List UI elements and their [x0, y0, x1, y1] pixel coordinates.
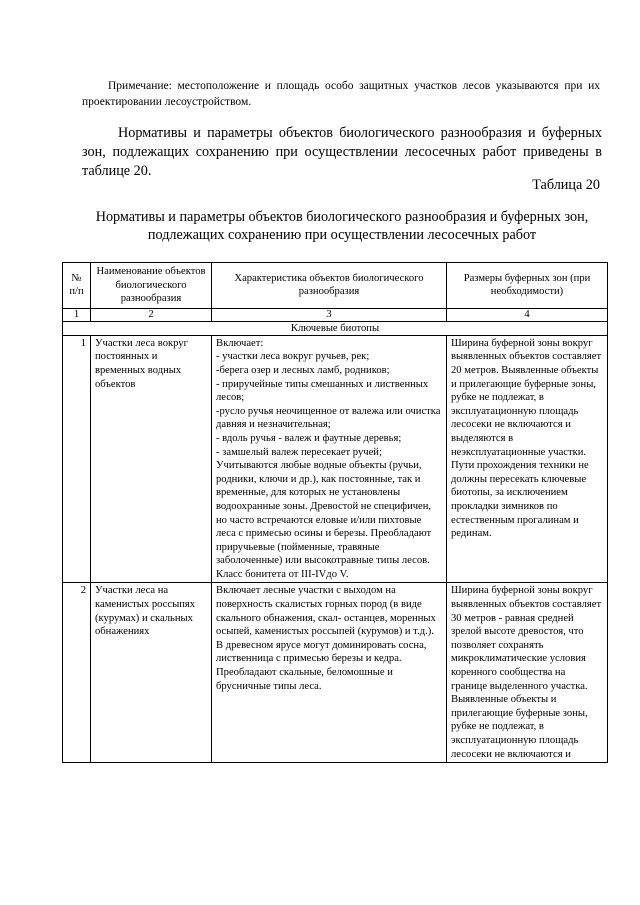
characteristic-line: Включает лесные участки с выходом на поверхность скалистых горных пород (в виде скального обнажения, скал- останцев, моренных осыпей, каменистых россыпей (курумов) и т.д.).	[216, 585, 436, 638]
table-header-row	[63, 263, 608, 309]
section-row	[63, 321, 608, 335]
characteristic-line: -берега озер и лесных ламб, родников;	[216, 364, 390, 376]
buffer-zone-size: Ширина буферной зоны вокруг выявленных объектов составляет 30 метров - равная средней зрелой высоте древостоя, что позволяет сохранять микроклиматические условия коренного сообщества на границе выделенного участка. Выявленные объекты и прилегающие буферные зоны, рубке не подлежат, в эксплуатационную площадь лесосеки не включаются и	[447, 583, 608, 763]
column-number: 3	[212, 308, 447, 321]
header-buffer-size: Размеры буферных зон (при необходимости)	[447, 263, 608, 309]
characteristic-line: В древесном ярусе могут доминировать сосна, лиственница с примесью березы и кедра. Преобладают скальные, беломошные и брусничные типы леса.	[216, 639, 427, 692]
header-characteristic: Характеристика объектов биологического разнообразия	[212, 263, 447, 309]
header-object-name: Наименование объектов биологического разнообразия	[91, 263, 212, 309]
characteristic-line: - участки леса вокруг ручьев, рек;	[216, 351, 370, 363]
object-name: Участки леса вокруг постоянных и временных водных объектов	[91, 335, 212, 583]
column-number: 2	[91, 308, 212, 321]
characteristic-line: -русло ручья неочищенное от валежа или очистка давняя и незначительная;	[216, 405, 441, 431]
table-number-label: Таблица 20	[532, 177, 600, 193]
characteristic-line: - замшелый валеж пересекает ручей;	[216, 446, 382, 458]
characteristic-line: - приручейные типы смешанных и лиственных лесов;	[216, 378, 429, 404]
biodiversity-table	[62, 262, 608, 763]
characteristic-line: Включает:	[216, 337, 264, 349]
table-row	[63, 583, 608, 763]
buffer-zone-size: Ширина буферной зоны вокруг выявленных объектов составляет 20 метров. Выявленные объекты и прилегающие буферные зоны, рубке не подлежат, в эксплуатационную площадь лесосеки не включаются и выделяются в неэксплуатационные участки. Пути прохождения техники не должны пересекать ключевые биотопы, за исключением прокладки зимников по естественным прогалинам и рединам.	[447, 335, 608, 583]
characteristic-line: - вдоль ручья - валеж и фаутные деревья;	[216, 432, 402, 444]
column-number: 4	[447, 308, 608, 321]
intro-paragraph: Нормативы и параметры объектов биологического разнообразия и буферных зон, подлежащих сохранению при осуществлении лесосечных работ приведены в таблице 20.	[82, 125, 602, 179]
column-number: 1	[63, 308, 91, 321]
table-row	[63, 335, 608, 583]
column-number-row	[63, 308, 608, 321]
row-number: 2	[63, 583, 91, 763]
object-characteristic	[212, 335, 447, 583]
row-number: 1	[63, 335, 91, 583]
section-title: Ключевые биотопы	[63, 321, 608, 335]
header-number: № п/п	[63, 263, 91, 309]
characteristic-line: Учитываются любые водные объекты (ручьи, родники, ключи и др.), как постоянные, так и временные, для которых не установлены водоохранные зоны. Древостой не специфичен, но часто встречаются еловые и/или пихтовые леса с примесью осины и березы. Преобладают приручьевые (пойменные, травяные заболоченные) или высокотравные типы лесов. Класс бонитета от III-IVдо V.	[216, 460, 432, 580]
object-characteristic	[212, 583, 447, 763]
object-name: Участки леса на каменистых россыпях (курумах) и скальных обнажениях	[91, 583, 212, 763]
note-paragraph: Примечание: местоположение и площадь особо защитных участков лесов указываются при их проектировании лесоустройством.	[82, 80, 600, 108]
table-title: Нормативы и параметры объектов биологического разнообразия и буферных зон, подлежащих сохранению при осуществлении лесосечных работ	[95, 209, 589, 243]
